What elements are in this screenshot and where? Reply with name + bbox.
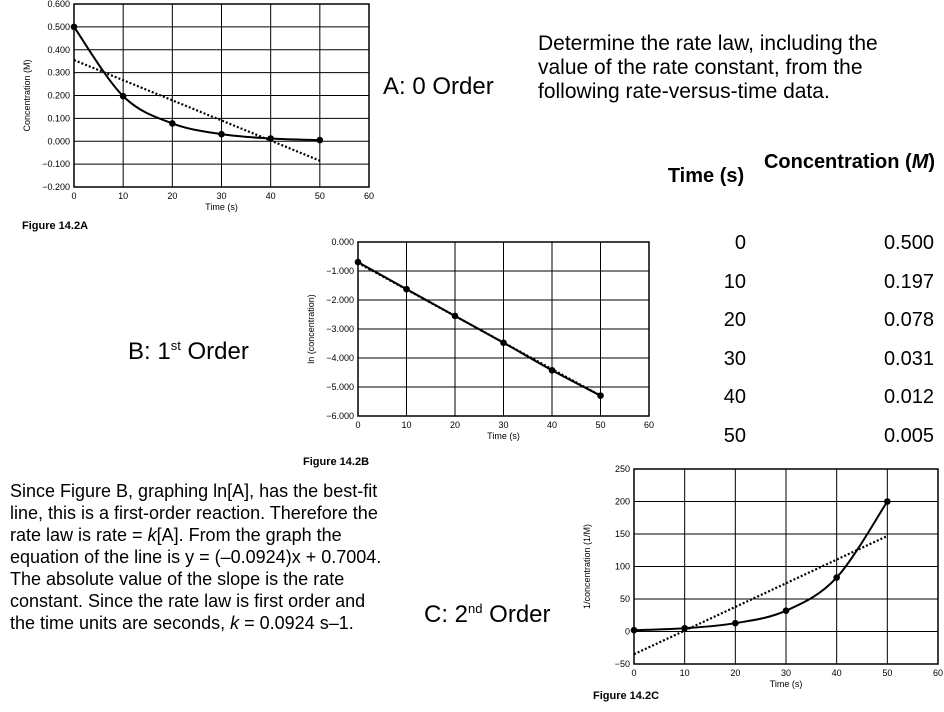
table-header-time: Time (s) [667,165,745,187]
table-cell-concentration: 0.500 [883,232,934,254]
data-point [317,137,324,144]
data-point [452,313,459,320]
chart-c-inverse-concentration-vs-time [580,460,944,689]
y-tick-label: −5.000 [326,382,354,392]
table-cell-time: 40 [723,386,746,408]
data-point [120,93,127,100]
explanation-text: Since Figure B, graphing ln[A], has the best-fit line, this is a first-order reaction. Therefore the rate law is rate = k[A]. From the graph the equation of the line is y = (–0.0924)x + 0.7004. The absolute value of the slope is the rate constant. Since the rate law is first order and the time units are seconds, k = 0.0924 s–1. [10,481,382,633]
y-tick-label: 0.300 [47,67,70,78]
table-cell-time: 20 [723,309,746,331]
y-axis-label: Concentration (M) [22,59,32,132]
y-tick-label: −50 [614,659,630,669]
y-tick-label: 0.100 [47,113,70,124]
x-tick-label: 50 [595,420,606,430]
data-point [732,620,739,627]
y-tick-label: 250 [614,464,630,474]
y-tick-label: −0.100 [42,159,70,170]
table-cell-concentration: 0.005 [883,424,934,447]
table-cell-time: 50 [723,424,746,447]
table-header-concentration: Concentration (M) [763,151,936,173]
y-tick-label: 0.200 [47,90,70,101]
x-tick-label: 10 [118,191,129,201]
table-cell-concentration: 0.078 [883,309,934,331]
data-point [169,120,176,127]
x-tick-label: 20 [167,191,178,201]
y-tick-label: −3.000 [326,324,354,334]
y-tick-label: −1.000 [326,266,354,276]
y-tick-label: −2.000 [326,295,354,305]
x-tick-label: 30 [498,420,509,430]
x-tick-label: 0 [71,191,77,201]
data-point [549,367,556,374]
figure-c-caption: Figure 14.2C [593,690,660,702]
data-point [267,135,274,142]
x-axis-label: Time (s) [769,679,803,689]
table-cell-time: 0 [734,232,746,254]
y-tick-label: 50 [619,594,630,604]
y-tick-label: 0.000 [47,136,70,147]
data-point [218,131,225,138]
x-tick-label: 20 [730,668,741,678]
data-point [681,625,688,632]
x-axis-label: Time (s) [205,202,238,212]
data-point [631,627,638,634]
x-tick-label: 60 [932,668,944,678]
y-tick-label: 150 [614,529,630,539]
y-tick-label: 100 [614,561,630,572]
table-cell-concentration: 0.197 [883,270,934,293]
figure-b-caption: Figure 14.2B [303,456,370,468]
x-tick-label: 40 [265,191,276,201]
data-point [597,392,604,399]
y-axis-label: 1/concentration (1/M) [582,523,592,610]
x-tick-label: 30 [216,191,227,201]
chart-b-ln-concentration-vs-time [290,230,670,455]
figure-a-caption: Figure 14.2A [22,220,89,232]
y-tick-label: 0.500 [47,21,70,32]
y-tick-label: 0 [624,626,630,637]
y-axis-label: ln (concentration) [306,294,316,364]
x-tick-label: 50 [882,668,893,678]
label-first-order: B: 1st Order [128,338,249,365]
y-tick-label: −6.000 [326,411,354,421]
data-point [355,259,362,266]
x-tick-label: 20 [449,420,461,430]
x-tick-label: 40 [831,668,842,678]
data-point [403,286,410,293]
label-second-order: C: 2nd Order [424,601,551,628]
table-cell-concentration: 0.031 [883,347,934,370]
y-tick-label: 0.400 [47,44,70,55]
x-tick-label: 10 [679,668,690,678]
y-tick-label: 200 [614,496,630,507]
x-tick-label: 60 [643,420,655,430]
data-point [833,574,840,581]
y-tick-label: −4.000 [326,353,354,363]
table-cell-time: 10 [723,270,746,293]
y-tick-label: 0.000 [331,237,354,247]
chart-a-concentration-vs-time [0,0,380,220]
x-tick-label: 50 [314,191,325,201]
y-tick-label: 0.600 [47,0,70,9]
x-tick-label: 40 [546,420,558,430]
table-cell-time: 30 [723,347,746,370]
x-tick-label: 0 [631,668,637,678]
x-tick-label: 0 [355,420,361,430]
data-point [500,339,507,346]
x-axis-label: Time (s) [487,431,520,441]
y-tick-label: −0.200 [42,182,70,192]
label-zero-order: A: 0 Order [383,73,494,100]
x-tick-label: 30 [780,668,792,678]
x-tick-label: 10 [401,420,412,430]
table-cell-concentration: 0.012 [883,386,934,408]
x-tick-label: 60 [363,191,375,201]
data-point [884,498,891,505]
question-prompt: Determine the rate law, including the value of the rate constant, from the following rate-versus-time data. [538,32,878,103]
data-point [783,607,790,614]
data-point [71,24,78,31]
